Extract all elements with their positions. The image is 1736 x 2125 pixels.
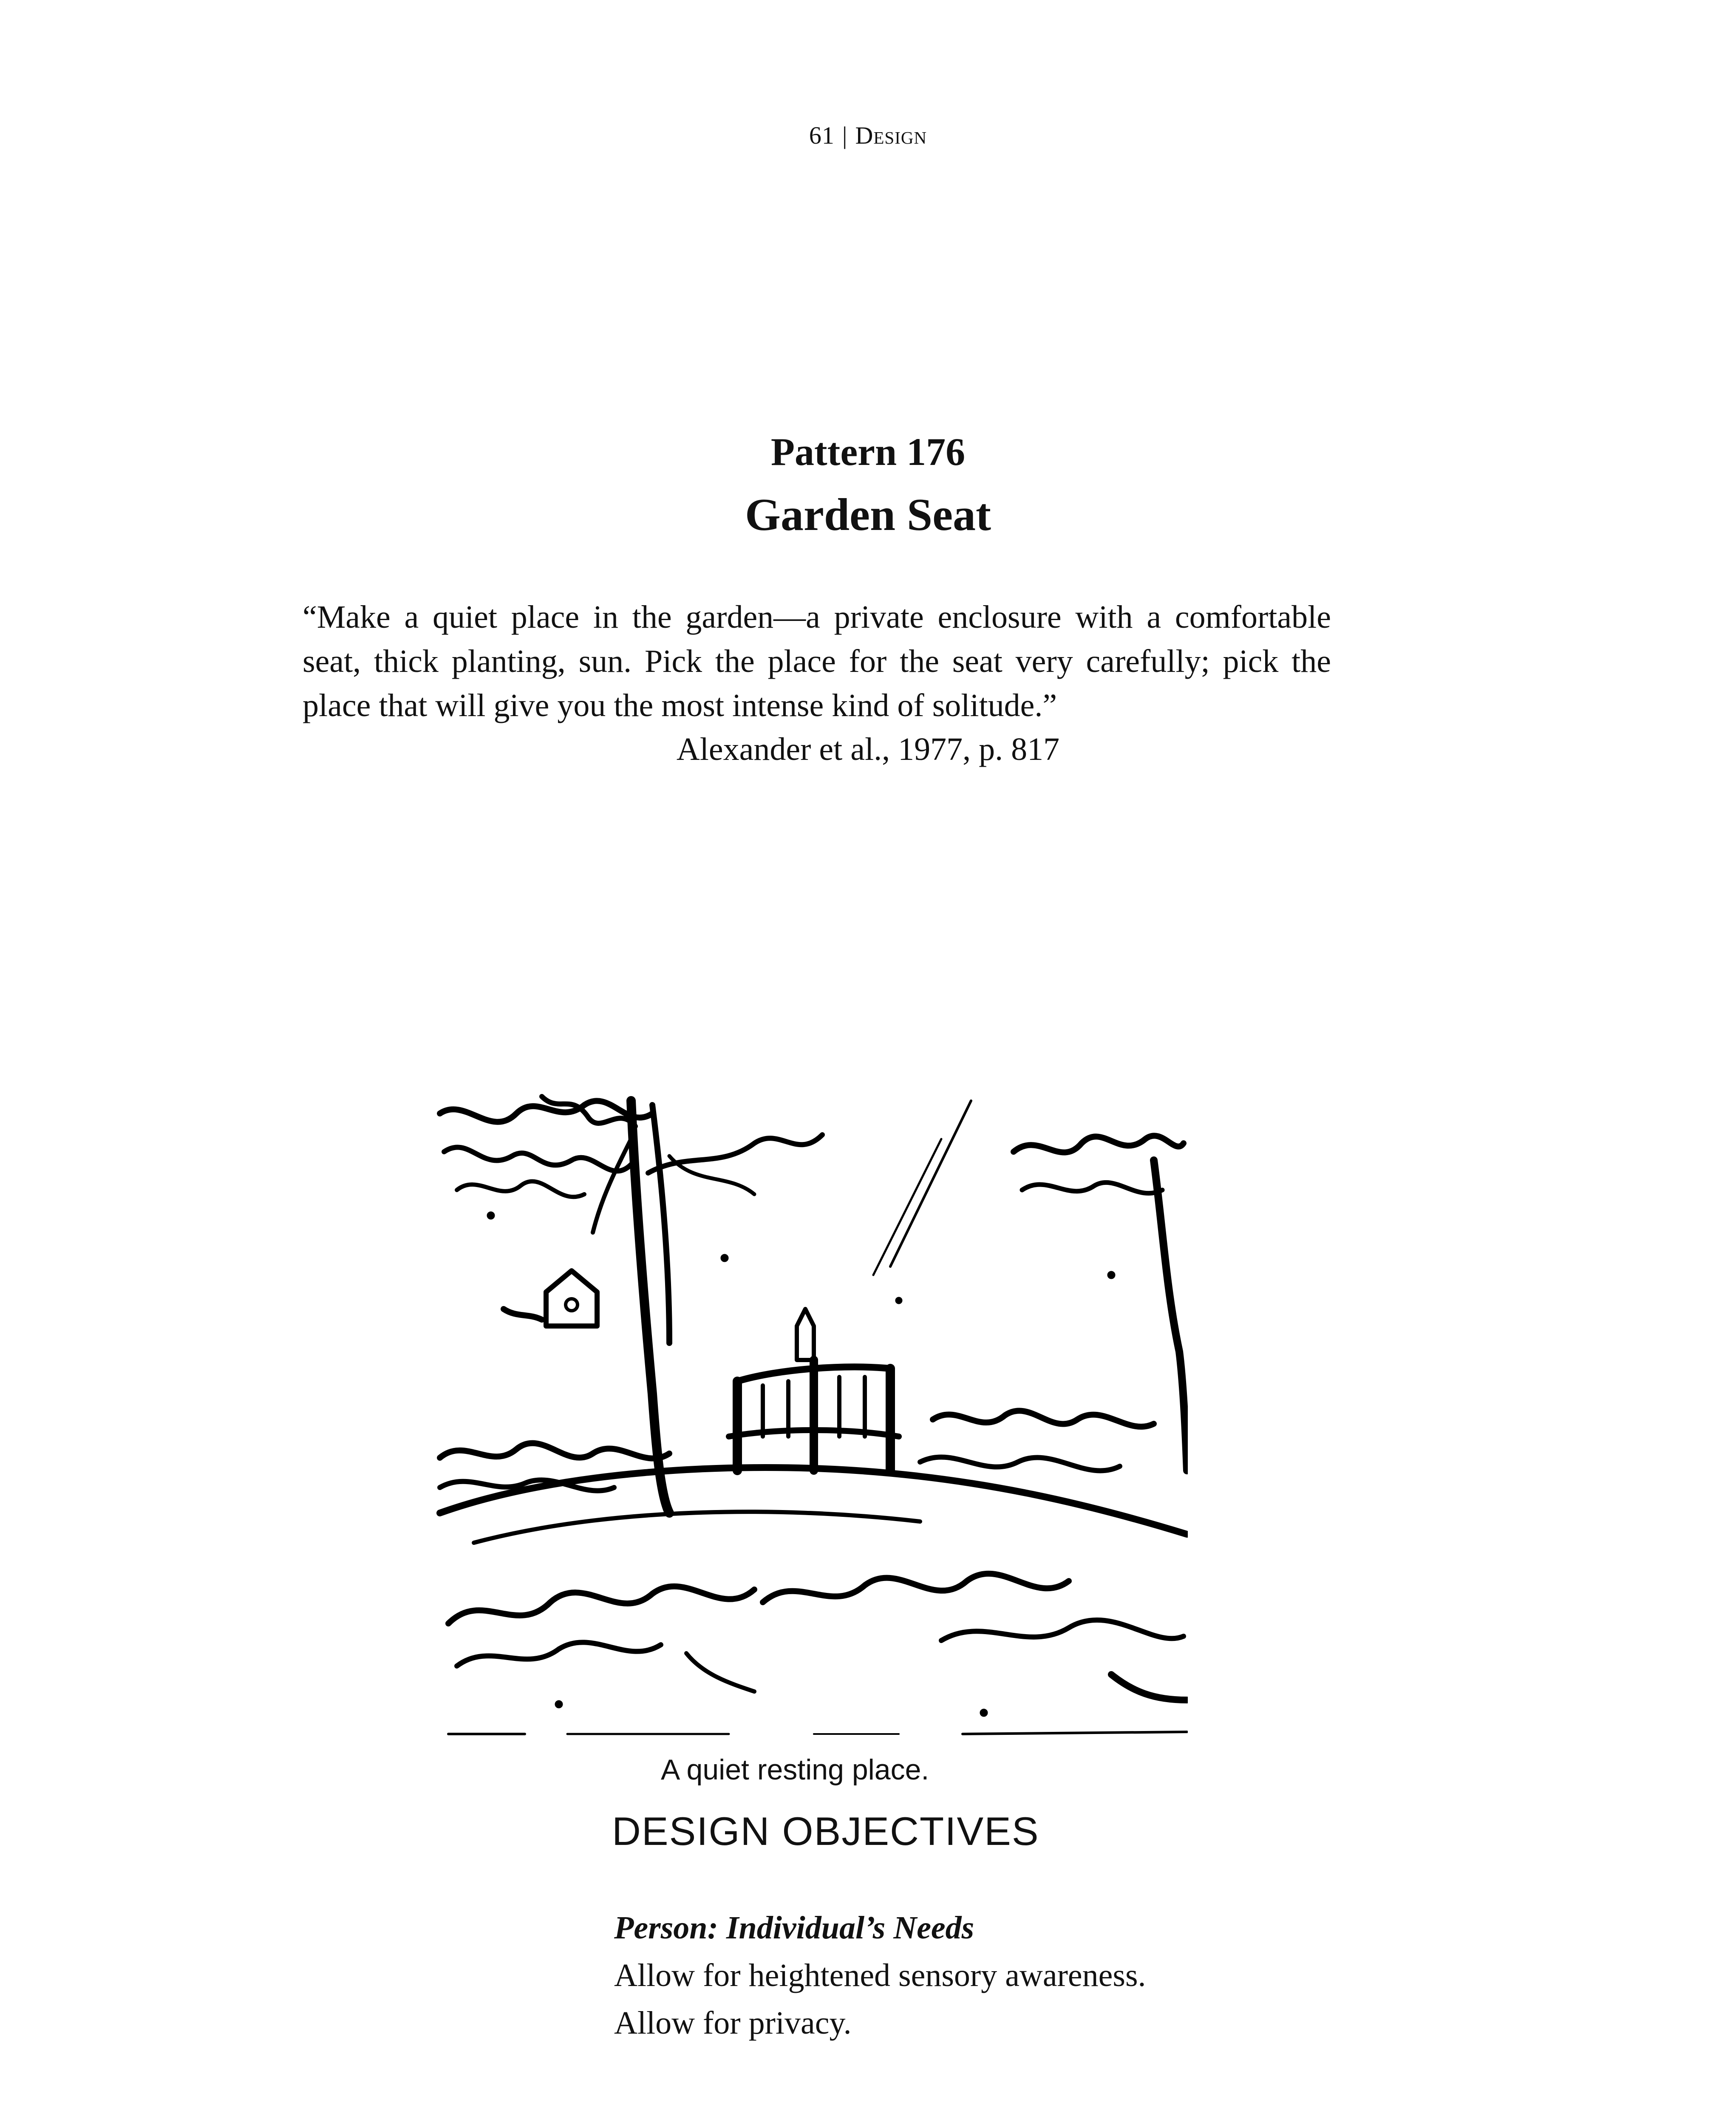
garden-seat-sketch: [431, 1088, 1188, 1747]
objective-group-place: [614, 2123, 1592, 2125]
pattern-number: Pattern 176: [770, 430, 966, 473]
objective-item: Allow for privacy.: [614, 2005, 852, 2041]
section-name: Design: [855, 122, 927, 149]
figure-caption: A quiet resting place.: [661, 1754, 929, 1786]
epigraph-quote: “Make a quiet place in the garden—a private enclosure with a comfortable seat, thick planting, sun. Pick the place for the seat very carefully; pick the place that will give you the most intense kind of solitude.”: [303, 599, 1331, 723]
quote-citation: Alexander et al., 1977, p. 817: [676, 731, 1060, 767]
group-title: Person: Individual’s Needs: [614, 1910, 974, 1946]
page-number: 61: [809, 122, 835, 149]
objective-group-person: [614, 1904, 1592, 2047]
running-head: [0, 121, 1736, 150]
pattern-title: Garden Seat: [745, 490, 991, 540]
objective-item: Allow for heightened sensory awareness.: [614, 1958, 1146, 1993]
header-separator: |: [842, 122, 848, 149]
group-title: [614, 2123, 1592, 2125]
design-objectives-heading: DESIGN OBJECTIVES: [612, 1809, 1039, 1853]
